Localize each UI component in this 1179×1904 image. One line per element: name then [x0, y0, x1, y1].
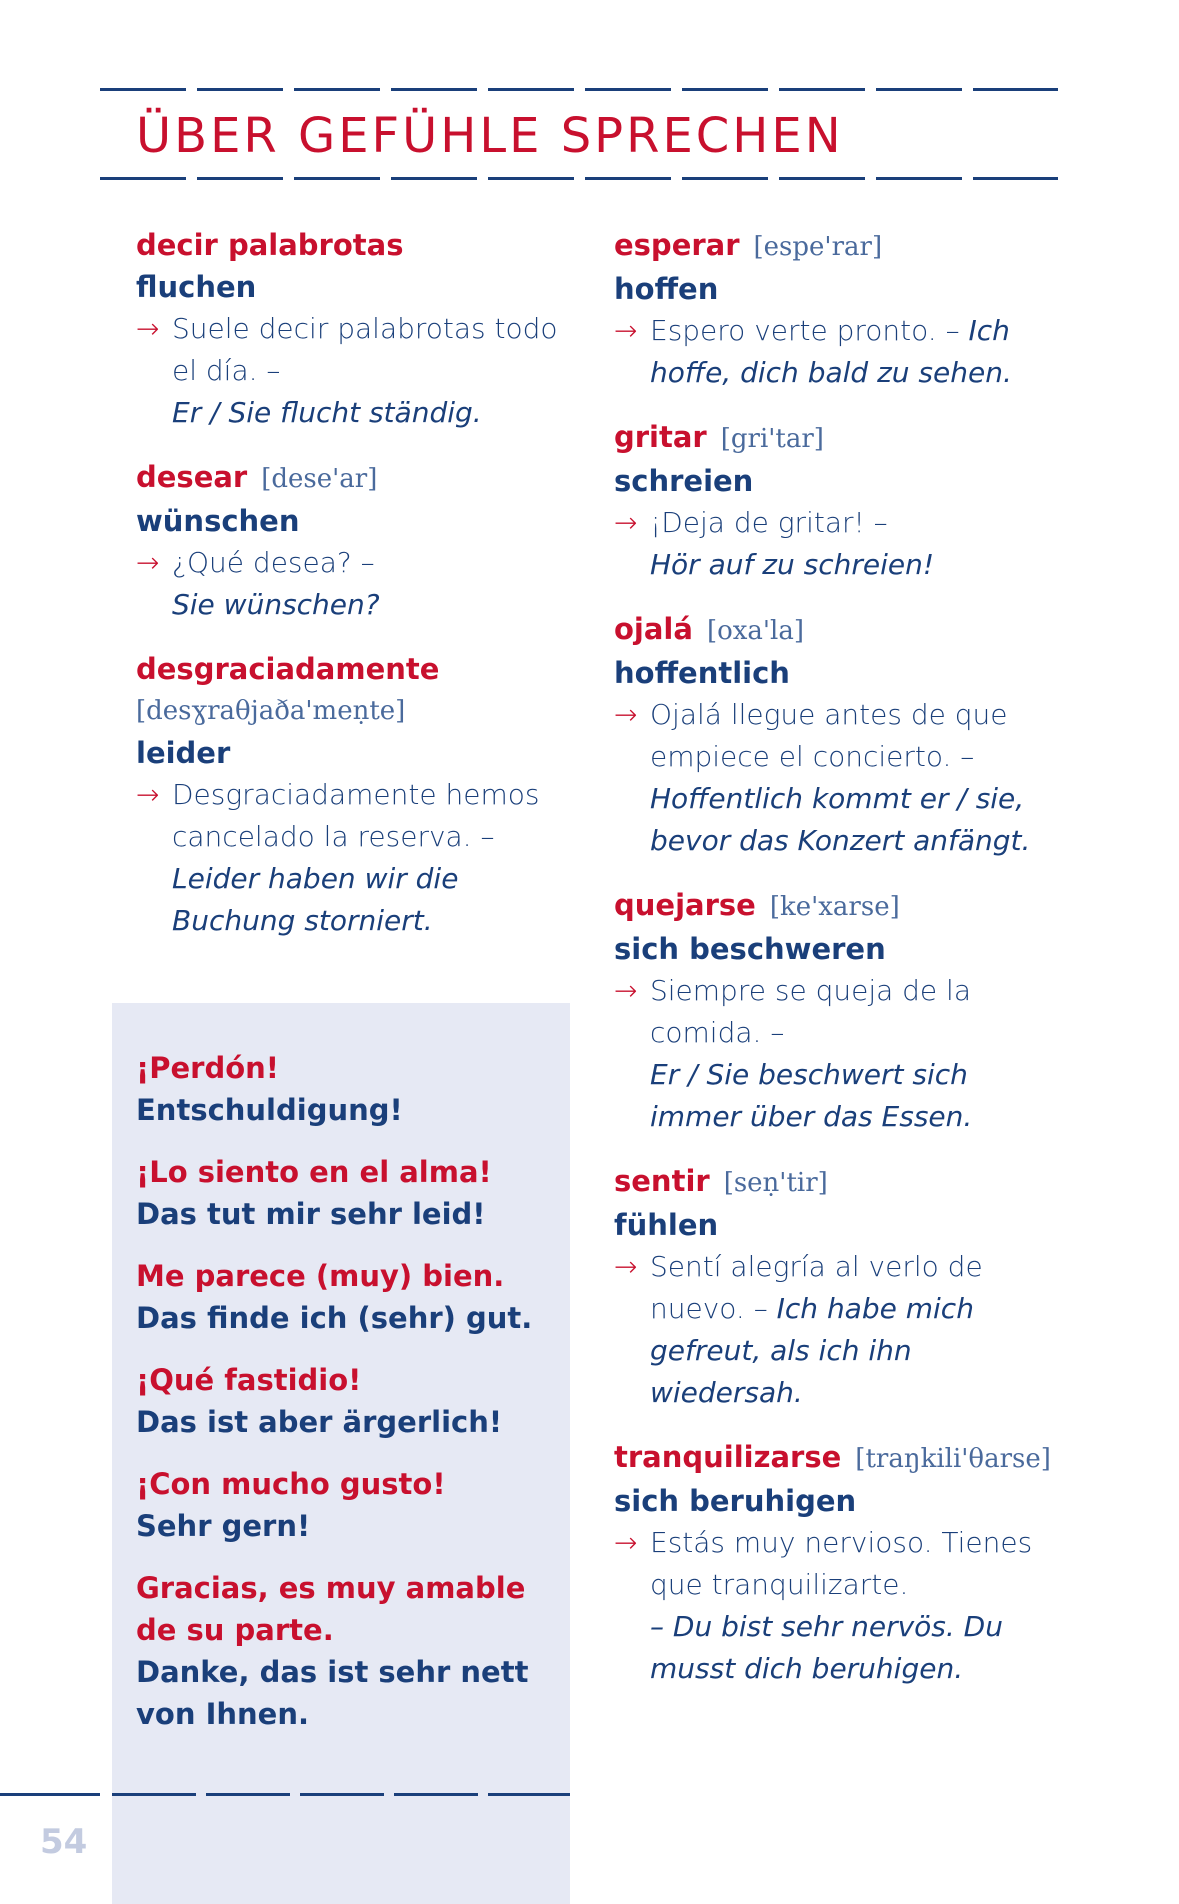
- top-dash-rule: [100, 88, 1058, 91]
- example-de: Hoffentlich kommt er / sie, bevor das Konzert anfängt.: [650, 782, 1031, 857]
- arrow-icon: →: [136, 778, 160, 811]
- translation: hoffen: [614, 272, 719, 306]
- vocab-entry: [136, 648, 576, 942]
- example-de: Er / Sie flucht ständig.: [172, 396, 482, 429]
- pronunciation: [desɣraθjaða'meṇte]: [136, 696, 406, 726]
- bottom-dash-rule: [206, 1793, 290, 1796]
- headword: desgraciadamente: [136, 652, 440, 686]
- translation: hoffentlich: [614, 656, 790, 690]
- phrase-item: [136, 1151, 556, 1235]
- headword-line: [614, 1160, 1064, 1204]
- vocab-entry: [614, 416, 1064, 586]
- vocab-entry: [136, 224, 576, 434]
- phrase-list: [136, 1047, 556, 1755]
- example-es: ¡Deja de gritar! –: [650, 506, 888, 539]
- right-column: [614, 224, 1064, 1712]
- phrase-es: Me parece (muy) bien.: [136, 1259, 505, 1293]
- example: [136, 542, 576, 626]
- example-de: Er / Sie beschwert sich immer über das Essen.: [650, 1058, 973, 1133]
- bottom-dash-rule: [0, 1793, 100, 1796]
- translation: wünschen: [136, 504, 300, 538]
- example-de: Sie wünschen?: [172, 588, 380, 621]
- example-es: ¿Qué desea? –: [172, 546, 375, 579]
- example-es: Desgraciadamente hemos cancelado la reserva. –: [172, 778, 540, 853]
- phrase-item: [136, 1359, 556, 1443]
- left-column: [136, 224, 576, 964]
- headword: decir palabrotas: [136, 228, 404, 262]
- example: [614, 502, 1064, 586]
- pronunciation: [traŋkili'θarse]: [855, 1444, 1051, 1474]
- bottom-dash-rule: [300, 1793, 384, 1796]
- page-title: ÜBER GEFÜHLE SPRECHEN: [136, 108, 844, 164]
- phrase-es: ¡Con mucho gusto!: [136, 1467, 446, 1501]
- translation: sich beruhigen: [614, 1484, 857, 1518]
- arrow-icon: →: [614, 698, 638, 731]
- arrow-icon: →: [614, 314, 638, 347]
- vocab-entry: [614, 1436, 1064, 1690]
- phrase-de: Sehr gern!: [136, 1509, 311, 1543]
- example-es: Suele decir palabrotas todo el día. –: [172, 312, 558, 387]
- phrase-item: [136, 1567, 556, 1735]
- phrase-es: ¡Lo siento en el alma!: [136, 1155, 492, 1189]
- arrow-icon: →: [614, 506, 638, 539]
- example-es: Sentí alegría al verlo de nuevo. –: [650, 1250, 983, 1325]
- arrow-icon: →: [136, 546, 160, 579]
- pronunciation: [seṇ'tir]: [723, 1168, 828, 1198]
- example: [614, 1246, 1064, 1414]
- phrase-es: ¡Qué fastidio!: [136, 1363, 362, 1397]
- headword: ojalá: [614, 612, 693, 646]
- phrase-box: [112, 1003, 570, 1904]
- example-de: Ich habe mich gefreut, als ich ihn wiedersah.: [650, 1292, 974, 1409]
- phrase-de: Das tut mir sehr leid!: [136, 1197, 486, 1231]
- translation: fühlen: [614, 1208, 719, 1242]
- phrase-de: Das ist aber ärgerlich!: [136, 1405, 503, 1439]
- headword: gritar: [614, 420, 707, 454]
- example-es: Ojalá llegue antes de que empiece el concierto. –: [650, 698, 1008, 773]
- example-de: – Du bist sehr nervös. Du musst dich beruhigen.: [650, 1610, 1003, 1685]
- example-es: Espero verte pronto. –: [650, 314, 960, 347]
- arrow-icon: →: [614, 1250, 638, 1283]
- vocab-entry: [614, 608, 1064, 862]
- phrase-de: Danke, das ist sehr nett von Ihnen.: [136, 1655, 529, 1731]
- phrase-item: [136, 1463, 556, 1547]
- example: [614, 694, 1064, 862]
- phrase-item: [136, 1255, 556, 1339]
- headword-line: [614, 1436, 1064, 1480]
- title-dash-rule: [100, 177, 1058, 180]
- vocab-entry: [614, 884, 1064, 1138]
- example: [614, 1522, 1064, 1690]
- page-number: 54: [40, 1822, 88, 1862]
- example-es: Siempre se queja de la comida. –: [650, 974, 971, 1049]
- vocab-entry: [614, 224, 1064, 394]
- headword: tranquilizarse: [614, 1440, 842, 1474]
- example: [614, 310, 1064, 394]
- pronunciation: [gri'tar]: [720, 424, 824, 454]
- translation: leider: [136, 736, 231, 770]
- example-de: Ich hoffe, dich bald zu sehen.: [650, 314, 1012, 389]
- headword-line: [614, 416, 1064, 460]
- headword: sentir: [614, 1164, 710, 1198]
- pronunciation: [espe'rar]: [753, 232, 883, 262]
- headword-line: [136, 456, 576, 500]
- example-es: Estás muy nervioso. Tienes que tranquilizarte.: [650, 1526, 1033, 1601]
- example: [136, 774, 576, 942]
- headword-line: [614, 608, 1064, 652]
- pronunciation: [oxa'la]: [706, 616, 805, 646]
- phrase-es: ¡Perdón!: [136, 1051, 280, 1085]
- arrow-icon: →: [136, 312, 160, 345]
- pronunciation: [ke'xarse]: [769, 892, 900, 922]
- translation: sich beschweren: [614, 932, 886, 966]
- example-de: Hör auf zu schreien!: [650, 548, 935, 581]
- headword: quejarse: [614, 888, 756, 922]
- bottom-dash-rule: [488, 1793, 570, 1796]
- vocab-entry: [136, 456, 576, 626]
- arrow-icon: →: [614, 1526, 638, 1559]
- arrow-icon: →: [614, 974, 638, 1007]
- example: [614, 970, 1064, 1138]
- headword: desear: [136, 460, 248, 494]
- vocab-entry: [614, 1160, 1064, 1414]
- headword-line: [614, 224, 1064, 268]
- phrase-de: Entschuldigung!: [136, 1093, 403, 1127]
- bottom-dash-rule: [394, 1793, 478, 1796]
- pronunciation: [dese'ar]: [261, 464, 378, 494]
- phrase-item: [136, 1047, 556, 1131]
- headword-line: [614, 884, 1064, 928]
- headword: esperar: [614, 228, 740, 262]
- example-de: Leider haben wir die Buchung storniert.: [172, 862, 459, 937]
- bottom-dash-rule: [112, 1793, 196, 1796]
- example: [136, 308, 576, 434]
- translation: schreien: [614, 464, 754, 498]
- translation: fluchen: [136, 270, 257, 304]
- phrase-es: Gracias, es muy amable de su parte.: [136, 1571, 526, 1647]
- phrase-de: Das finde ich (sehr) gut.: [136, 1301, 533, 1335]
